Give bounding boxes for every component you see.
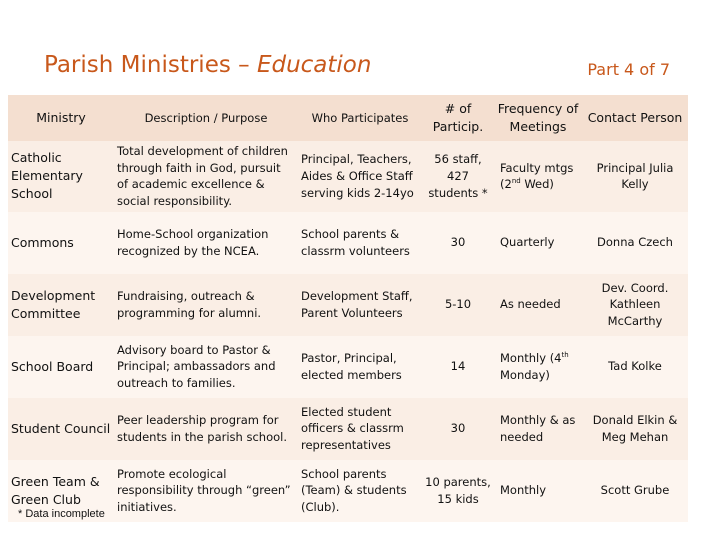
cell-ministry: Green Team & Green Club — [8, 460, 114, 522]
title-main: Parish Ministries – — [44, 52, 257, 78]
table-row — [8, 336, 688, 398]
cell-description: Total development of children through faith in God, pursuit of academic excellence & social responsibility. — [114, 141, 298, 212]
cell-description: Fundraising, outreach & programming for alumni. — [114, 274, 298, 336]
table-row — [8, 398, 688, 460]
table-header-row — [8, 95, 688, 141]
cell-who: Development Staff, Parent Volunteers — [298, 274, 422, 336]
cell-description: Advisory board to Pastor & Principal; ambassadors and outreach to families. — [114, 336, 298, 398]
cell-ministry: Catholic Elementary School — [8, 141, 114, 212]
cell-frequency: Faculty mtgs (2nd Wed) — [494, 141, 582, 212]
footnote: * Data incomplete — [18, 508, 105, 520]
cell-description: Promote ecological responsibility through “green” initiatives. — [114, 460, 298, 522]
col-header-contact: Contact Person — [582, 95, 688, 141]
title-italic: Education — [256, 52, 372, 78]
cell-who: School parents (Team) & students (Club). — [298, 460, 422, 522]
cell-description: Home-School organization recognized by the NCEA. — [114, 212, 298, 274]
cell-frequency: Monthly & as needed — [494, 398, 582, 460]
col-header-count: # of Particip. — [422, 95, 494, 141]
cell-frequency: Monthly — [494, 460, 582, 522]
part-indicator: Part 4 of 7 — [587, 60, 670, 79]
page-title — [44, 52, 371, 78]
cell-count: 30 — [422, 212, 494, 274]
cell-ministry: Commons — [8, 212, 114, 274]
table-row — [8, 141, 688, 212]
cell-contact: Donald Elkin & Meg Mehan — [582, 398, 688, 460]
col-header-frequency: Frequency of Meetings — [494, 95, 582, 141]
table-row — [8, 460, 688, 522]
cell-description: Peer leadership program for students in the parish school. — [114, 398, 298, 460]
table-row — [8, 212, 688, 274]
cell-count: 30 — [422, 398, 494, 460]
cell-who: Pastor, Principal, elected members — [298, 336, 422, 398]
cell-ministry: Student Council — [8, 398, 114, 460]
cell-frequency: Quarterly — [494, 212, 582, 274]
cell-who: Principal, Teachers, Aides & Office Staff serving kids 2-14yo — [298, 141, 422, 212]
col-header-who: Who Participates — [298, 95, 422, 141]
cell-contact: Principal Julia Kelly — [582, 141, 688, 212]
cell-frequency: As needed — [494, 274, 582, 336]
col-header-ministry: Ministry — [8, 95, 114, 141]
cell-count: 10 parents, 15 kids — [422, 460, 494, 522]
cell-count: 56 staff, 427 students * — [422, 141, 494, 212]
cell-count: 5-10 — [422, 274, 494, 336]
cell-contact: Dev. Coord. Kathleen McCarthy — [582, 274, 688, 336]
cell-count: 14 — [422, 336, 494, 398]
col-header-description: Description / Purpose — [114, 95, 298, 141]
cell-frequency: Monthly (4th Monday) — [494, 336, 582, 398]
cell-contact: Tad Kolke — [582, 336, 688, 398]
cell-who: School parents & classrm volunteers — [298, 212, 422, 274]
table-row — [8, 274, 688, 336]
cell-ministry: School Board — [8, 336, 114, 398]
cell-contact: Scott Grube — [582, 460, 688, 522]
cell-who: Elected student officers & classrm representatives — [298, 398, 422, 460]
cell-contact: Donna Czech — [582, 212, 688, 274]
ministries-table — [8, 95, 688, 522]
cell-ministry: Development Committee — [8, 274, 114, 336]
